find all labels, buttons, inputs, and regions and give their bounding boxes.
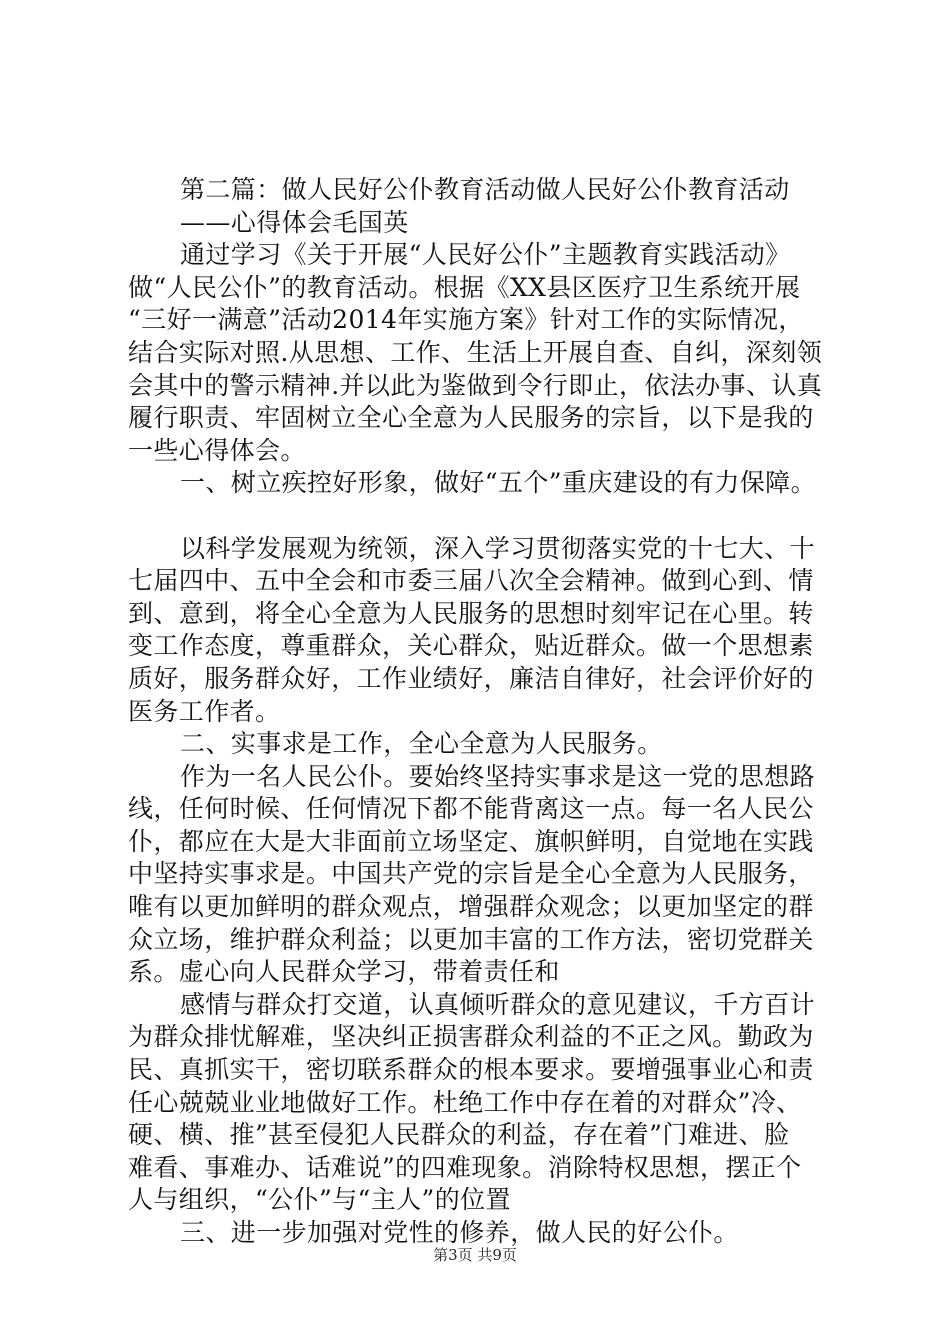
paragraph-line: 仆，都应在大是大非面前立场坚定、旗帜鲜明，自觉地在实践: [128, 826, 814, 856]
paragraph-line: 感情与群众打交道，认真倾听群众的意见建议，千方百计: [180, 989, 816, 1019]
paragraph-line: 为群众排忧解难，坚决纠正损害群众利益的不正之风。勤政为: [128, 1022, 814, 1052]
paragraph-line: 中坚持实事求是。中国共产党的宗旨是全心全意为人民服务，: [128, 859, 814, 889]
paragraph-intro: [128, 239, 843, 467]
paragraph-line: 民、真抓实干，密切联系群众的根本要求。要增强事业心和责: [128, 1055, 814, 1085]
paragraph-line: 系。虚心向人民群众学习，带着责任和: [128, 957, 560, 987]
paragraph-line: 会其中的警示精神.并以此为鉴做到令行即止，依法办事、认真: [128, 370, 823, 400]
section-heading-text: 一、树立疾控好形象，做好“五个”重庆建设的有力保障。: [180, 468, 816, 498]
paragraph-section-2-continued: [128, 989, 843, 1217]
document-title-line-1: 第二篇：做人民好公仆教育活动做人民好公仆教育活动: [180, 175, 790, 204]
paragraph-section-1-body: [128, 533, 843, 729]
paragraph-line: 线，任何时候、任何情况下都不能背离这一点。每一名人民公: [128, 794, 814, 824]
document-title-line-2: ——心得体会毛国英: [180, 207, 409, 237]
paragraph-line: 作为一名人民公仆。要始终坚持实事求是这一党的思想路: [180, 761, 816, 791]
section-heading-text: 三、进一步加强对党性的修养，做人民的好公仆。: [180, 1218, 739, 1247]
document-body: [128, 174, 843, 1250]
paragraph-line: 硬、横、推”甚至侵犯人民群众的利益，存在着”门难进、脸: [128, 1120, 790, 1150]
paragraph-line: 变工作态度，尊重群众，关心群众，贴近群众。做一个思想素: [128, 631, 814, 661]
paragraph-line: 人与组织，“公仆”与“主人”的位置: [128, 1185, 511, 1215]
paragraph-line: 医务工作者。: [128, 696, 281, 726]
section-heading-text: 二、实事求是工作，全心全意为人民服务。: [180, 729, 663, 759]
paragraph-line: 以科学发展观为统领，深入学习贯彻落实党的十七大、十: [180, 533, 816, 563]
paragraph-line: 结合实际对照.从思想、工作、生活上开展自查、自纠，深刻领: [128, 337, 823, 367]
paragraph-line: 一些心得体会。: [128, 435, 306, 465]
paragraph-line: 质好，服务群众好，工作业绩好，廉洁自律好，社会评价好的: [128, 663, 814, 693]
section-heading-1: [128, 467, 843, 500]
paragraph-line: 难看、事难办、话难说”的四难现象。消除特权思想，摆正个: [128, 1152, 802, 1182]
paragraph-line: 履行职责、牢固树立全心全意为人民服务的宗旨，以下是我的: [128, 403, 814, 433]
paragraph-line: 众立场，维护群众利益；以更加丰富的工作方法，密切党群关: [128, 924, 814, 954]
paragraph-line: 通过学习《关于开展“人民好公仆”主题教育实践活动》: [180, 240, 791, 270]
paragraph-section-2-body: [128, 761, 843, 989]
paragraph-line: “三好一满意”活动2014年实施方案》针对工作的实际情况，: [128, 305, 804, 335]
section-heading-2: [128, 728, 843, 761]
paragraph-line: 唯有以更加鲜明的群众观点，增强群众观念；以更加坚定的群: [128, 892, 814, 922]
blank-line: [128, 500, 843, 533]
paragraph-line: 任心兢兢业业地做好工作。杜绝工作中存在着的对群众”冷、: [128, 1087, 802, 1117]
page-number-footer: 第3页 共9页: [433, 1246, 517, 1264]
paragraph-line: 七届四中、五中全会和市委三届八次全会精神。做到心到、情: [128, 566, 814, 596]
paragraph-line: 做“人民公仆”的教育活动。根据《XX县区医疗卫生系统开展: [128, 272, 801, 302]
paragraph-line: 到、意到，将全心全意为人民服务的思想时刻牢记在心里。转: [128, 598, 814, 628]
